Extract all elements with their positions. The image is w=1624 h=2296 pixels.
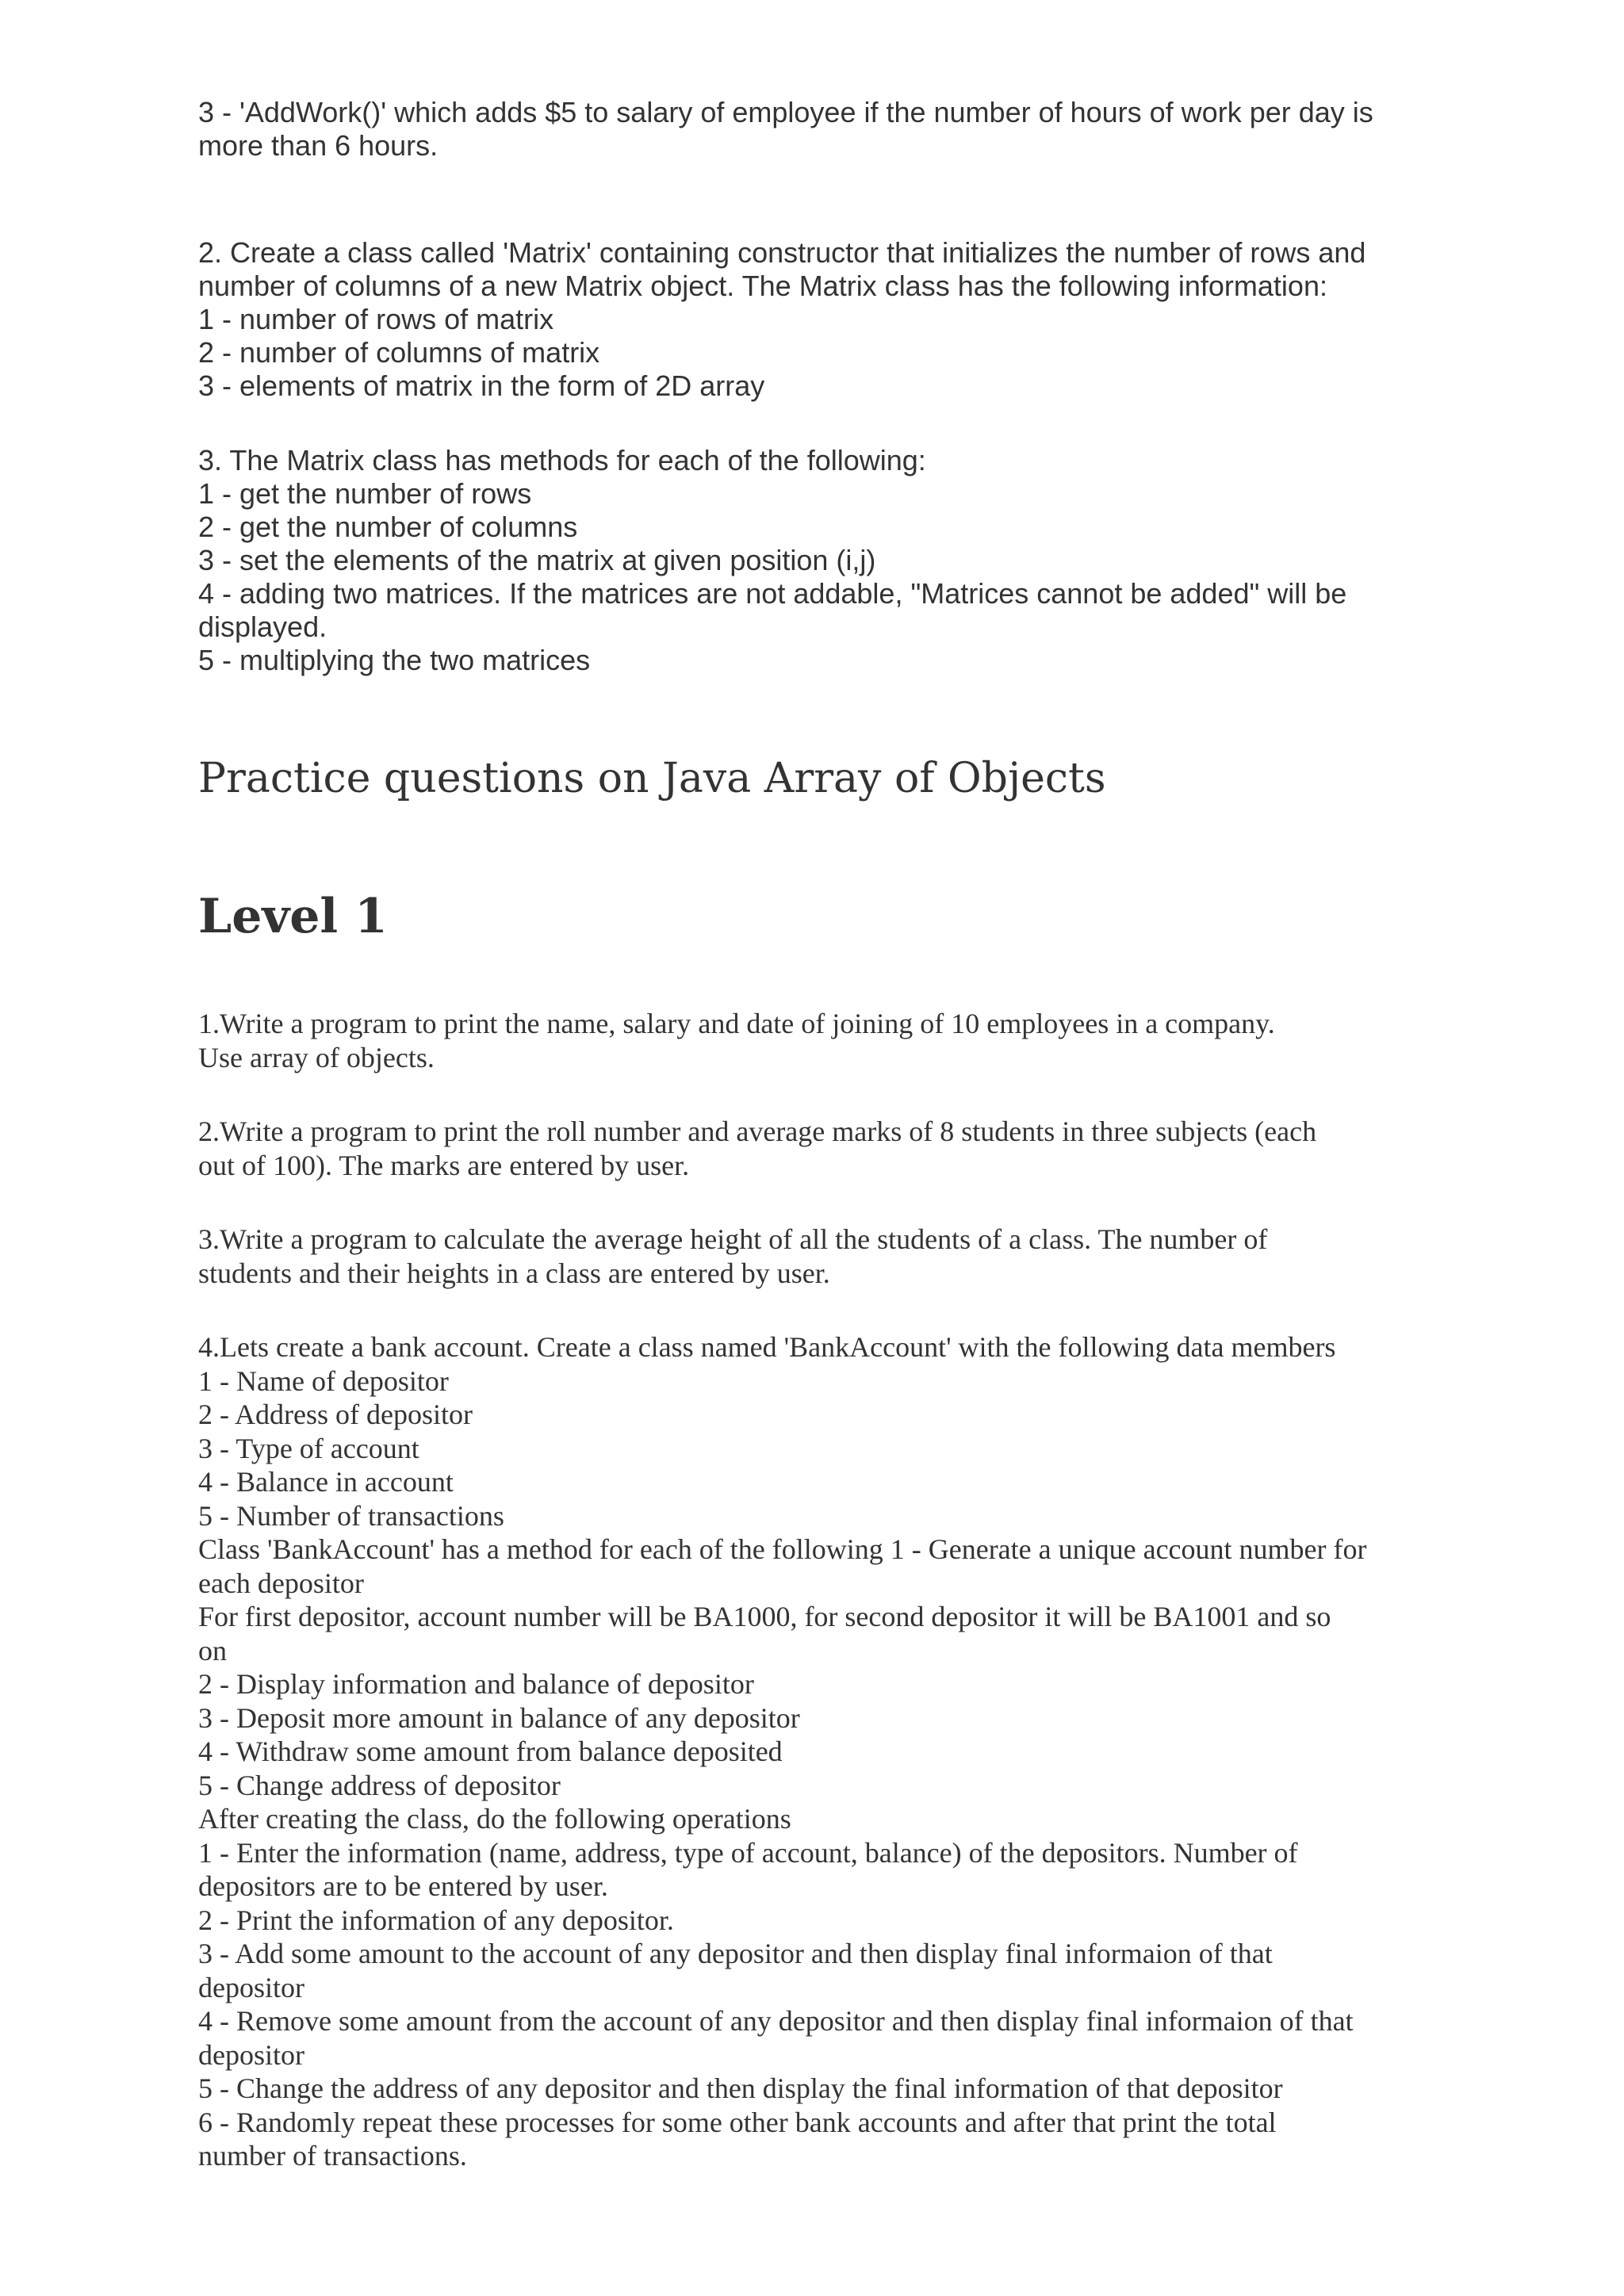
text-line: 5 - Number of transactions	[198, 1499, 504, 1532]
text-line: 4 - Balance in account	[198, 1466, 454, 1498]
text-line: displayed.	[198, 610, 327, 643]
text-line: 5 - Change the address of any depositor and then display the final information of that depositor	[198, 2072, 1283, 2104]
text-line: depositors are to be entered by user.	[198, 1870, 608, 1902]
text-line: 5 - multiplying the two matrices	[198, 644, 591, 676]
text-line: depositor	[198, 1971, 304, 2003]
text-line: For first depositor, account number will be BA1000, for second depositor it will be BA1001 and so	[198, 1601, 1331, 1632]
question-1	[198, 1007, 1451, 1074]
text-line: number of columns of a new Matrix object. The Matrix class has the following information:	[198, 270, 1327, 302]
text-line: depositor	[198, 2038, 304, 2071]
text-line: 2 - Print the information of any depositor.	[198, 1904, 674, 1936]
text-line: on	[198, 1634, 227, 1667]
text-line: 6 - Randomly repeat these processes for some other bank accounts and after that print the total	[198, 2106, 1277, 2138]
question-3	[198, 1223, 1451, 1290]
text-line: 3 - 'AddWork()' which adds $5 to salary of employee if the number of hours of work per day is	[198, 96, 1373, 128]
text-line: 4.Lets create a bank account. Create a class named 'BankAccount' with the following data members	[198, 1331, 1336, 1363]
text-line: 4 - Remove some amount from the account of any depositor and then display final informaion of that	[198, 2005, 1354, 2037]
text-line: out of 100). The marks are entered by user.	[198, 1149, 690, 1181]
text-line: 2 - Display information and balance of depositor	[198, 1668, 754, 1700]
text-line: 3 - Type of account	[198, 1432, 419, 1464]
text-line: number of transactions.	[198, 2140, 467, 2172]
text-line: more than 6 hours.	[198, 129, 439, 162]
question-2	[198, 1115, 1451, 1182]
text-line: 2 - Address of depositor	[198, 1399, 473, 1430]
text-line: 4 - Withdraw some amount from balance deposited	[198, 1735, 783, 1767]
text-line: each depositor	[198, 1567, 364, 1599]
text-line: 3 - set the elements of the matrix at given position (i,j)	[198, 544, 876, 576]
text-line: 3 - elements of matrix in the form of 2D array	[198, 369, 765, 402]
text-line: Class 'BankAccount' has a method for each of the following 1 - Generate a unique account number for	[198, 1533, 1367, 1565]
text-line: 4 - adding two matrices. If the matrices are not addable, "Matrices cannot be added" will be	[198, 577, 1347, 610]
text-line: 3.Write a program to calculate the average height of all the students of a class. The number of	[198, 1223, 1268, 1255]
section-heading: Practice questions on Java Array of Objects	[198, 755, 1106, 802]
question-4	[198, 1330, 1451, 2173]
text-line: Use array of objects.	[198, 1041, 435, 1073]
text-line: 1 - get the number of rows	[198, 477, 532, 510]
text-line: After creating the class, do the following operations	[198, 1803, 791, 1835]
text-line: 3 - Deposit more amount in balance of any depositor	[198, 1701, 800, 1734]
matrix-class-question	[198, 236, 1435, 403]
text-line: 3 - Add some amount to the account of any depositor and then display final informaion of that	[198, 1938, 1273, 1969]
text-line: 5 - Change address of depositor	[198, 1769, 561, 1801]
text-line: 1 - Name of depositor	[198, 1364, 449, 1397]
text-line: 1 - Enter the information (name, address, type of account, balance) of the depositors. Number of	[198, 1836, 1298, 1869]
level-heading: Level 1	[198, 889, 388, 944]
text-line: students and their heights in a class are entered by user.	[198, 1257, 830, 1289]
addwork-item	[198, 96, 1435, 163]
text-line: 1.Write a program to print the name, salary and date of joining of 10 employees in a company.	[198, 1008, 1275, 1039]
text-line: 1 - number of rows of matrix	[198, 303, 554, 335]
text-line: 2 - number of columns of matrix	[198, 336, 600, 369]
text-line: 2. Create a class called 'Matrix' containing constructor that initializes the number of rows and	[198, 236, 1366, 269]
text-line: 2 - get the number of columns	[198, 511, 578, 543]
text-line: 3. The Matrix class has methods for each of the following:	[198, 444, 926, 476]
text-line: 2.Write a program to print the roll number and average marks of 8 students in three subjects (each	[198, 1115, 1317, 1147]
matrix-methods-question	[198, 444, 1435, 677]
